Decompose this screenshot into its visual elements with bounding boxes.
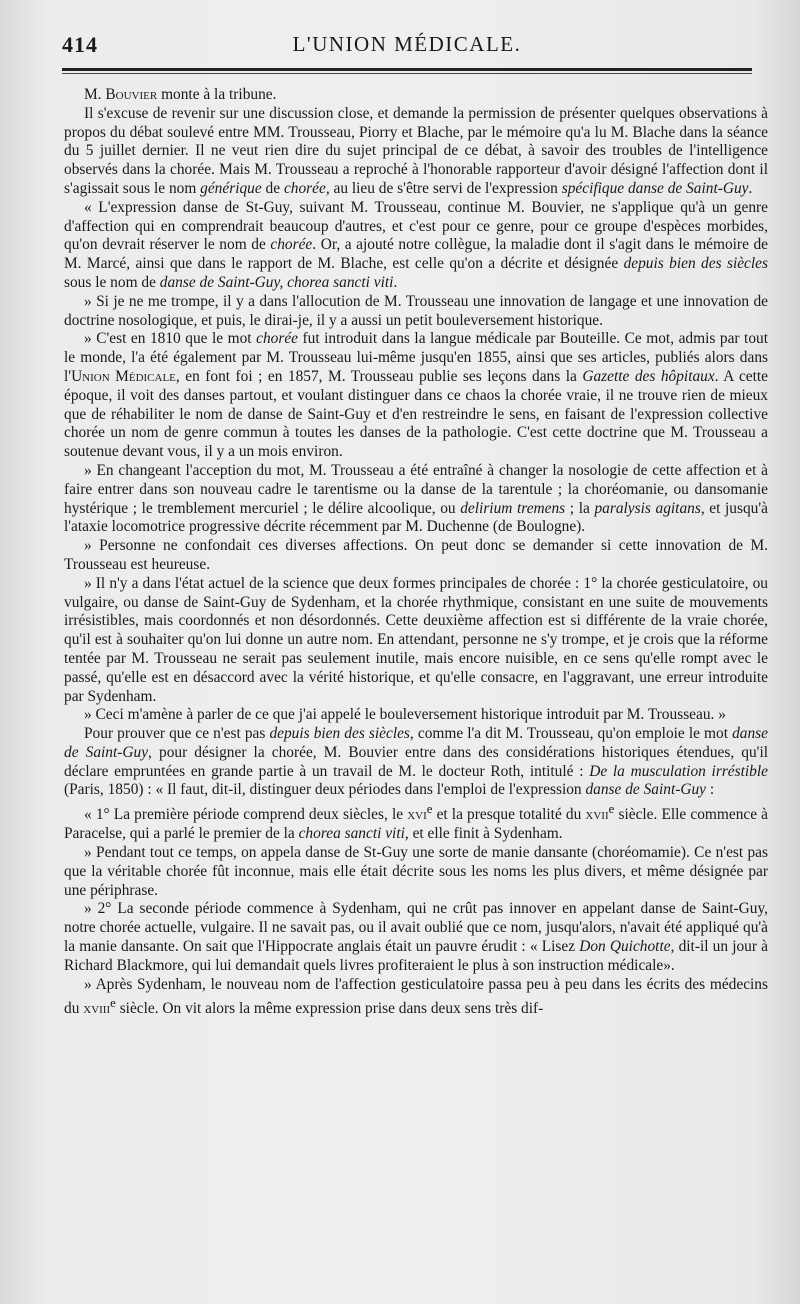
running-title: L'UNION MÉDICALE. [292,32,522,56]
paragraph: » En changeant l'acception du mot, M. Trousseau a été entraîné à changer la nosologie de cette affection et à faire entrer dans son nouveau cadre le tarentisme ou la danse de la tarentule ; la choréomanie, ou dansomanie hystérique ; le tremblement mercuriel ; le délire alcoolique, ou delirium tremens ; la paralysis agitans, et jusqu'à l'ataxie locomotrice progressive décrite récemment par M. Duchenne (de Boulogne). [64,461,768,536]
paragraph: » Après Sydenham, le nouveau nom de l'affection gesticulatoire passa peu à peu dans les écrits des médecins du xviii$^e$ siècle. On vit alors la même expression prise dans deux sens très dif- [64,975,768,1018]
paragraph: « L'expression danse de St-Guy, suivant M. Trousseau, continue M. Bouvier, ne s'applique qu'à un genre d'affection qui en comprendrait beaucoup d'autres, et c'est pour ce genre, pour ce groupe d'espèces morbides, qu'on devrait réserver le nom de chorée. Or, a ajouté notre collègue, la maladie dont il s'agit dans le mémoire de M. Marcé, ainsi que dans le rapport de M. Blache, est celle qu'on a décrite et désignée depuis bien des siècles sous le nom de danse de Saint-Guy, chorea sancti viti. [64,198,769,291]
paragraph: » Ceci m'amène à parler de ce que j'ai appelé le bouleversement historique introduit par M. Trousseau. » [84,706,726,724]
paragraph: » C'est en 1810 que le mot chorée fut introduit dans la langue médicale par Bouteille. Ce mot, admis par tout le monde, l'a été également par M. Trousseau lui-même jusqu'en 1855, ainsi que ses articles, publiés alors dans l'Union Médicale, en font foi ; en 1857, M. Trousseau publie ses leçons dans la Gazette des hôpitaux. A cette époque, il voit des danses partout, et voulant distinguer dans ce chaos la chorée vraie, il ne trouve rien de mieux que de réhabiliter le nom de danse de Saint-Guy et d'en restreindre le sens, en faisant de l'expression collective chorée un nom de genre commun à toutes les danses de la pathologie. C'est cette doctrine que M. Trousseau a soutenue devant vous, il y a un mois environ. [64,330,769,461]
paragraph: » Pendant tout ce temps, on appela danse de St-Guy une sorte de manie dansante (choréomamie). Ce n'est pas que la véritable chorée fût inconnue, mais elle était décrite sous les noms les plus divers, et même désignée par une périphrase. [64,844,768,899]
article-body [64,86,768,1019]
paragraph: Il s'excuse de revenir sur une discussion close, et demande la permission de présenter quelques observations à propos du débat soulevé entre MM. Trousseau, Piorry et Blache, par le mémoire qu'a lu M. Blache dans la séance du 5 juillet dernier. Il ne veut rien dire du sujet principal de ce débat, à savoir des troubles de l'intelligence observés dans la chorée. Mais M. Trousseau a reproché à l'honorable rapporteur d'avoir désigné l'affection dont il s'agissait sous le nom générique de chorée, au lieu de s'être servi de l'expression spécifique danse de Saint-Guy. [64,104,768,197]
paragraph: M. Bouvier monte à la tribune. [84,86,277,103]
header-rule [62,68,752,74]
paragraph: » Si je ne me trompe, il y a dans l'allocution de M. Trousseau une innovation de langage et une innovation de doctrine nosologique, et puis, le dirai-je, il y a aussi un petit bouleversement historique. [64,292,768,329]
page-header [62,28,752,60]
page-number: 414 [62,32,98,57]
paragraph: » Il n'y a dans l'état actuel de la science que deux formes principales de chorée : 1° la chorée gesticulatoire, ou vulgaire, ou danse de Saint-Guy de Sydenham, et la chorée rhythmique, consistant en une suite de mouvements irrésistibles, mais coordonnés et non désordonnés. Cette deuxième affection est si différente de la vraie chorée, qu'il est à souhaiter qu'on lui donne un autre nom. En attendant, personne ne s'y trompe, et je crois que la réforme tentée par M. Trousseau ne serait pas seulement inutile, mais encore nuisible, en ce sens qu'elle rompt avec le passé, qu'elle est en désaccord avec la vérité historique, et qu'elle consacre, en l'aggravant, une erreur introduite par Sydenham. [64,574,768,705]
paragraph: » Personne ne confondait ces diverses affections. On peut donc se demander si cette innovation de M. Trousseau est heureuse. [64,537,768,573]
paragraph: « 1° La première période comprend deux siècles, le xvi$^e$ et la presque totalité du xvii$^e$ siècle. Elle commence à Paracelse, qui a parlé le premier de la chorea sancti viti, et elle finit à Sydenham. [64,802,769,843]
paragraph: » 2° La seconde période commence à Sydenham, qui ne crût pas innover en appelant danse de Saint-Guy, notre chorée actuelle, vulgaire. Il ne savait pas, ou il avait oublié que ce nom, jusqu'alors, n'avait été appliqué qu'à la manie dansante. On sait que l'Hippocrate anglais était un pauvre érudit : « Lisez Don Quichotte, dit-il un jour à Richard Blackmore, qui lui demandait quels livres profiteraient le plus à son instruction médicale». [64,900,768,974]
paragraph: Pour prouver que ce n'est pas depuis bien des siècles, comme l'a dit M. Trousseau, qu'on emploie le mot danse de Saint-Guy, pour désigner la chorée, M. Bouvier entre dans des considérations historiques étendues, qu'il déclare empruntées en grande partie à un travail de M. le docteur Roth, intitulé : De la musculation irréstible (Paris, 1850) : « Il faut, dit-il, distinguer deux périodes dans l'emploi de l'expression danse de Saint-Guy : [64,725,769,799]
